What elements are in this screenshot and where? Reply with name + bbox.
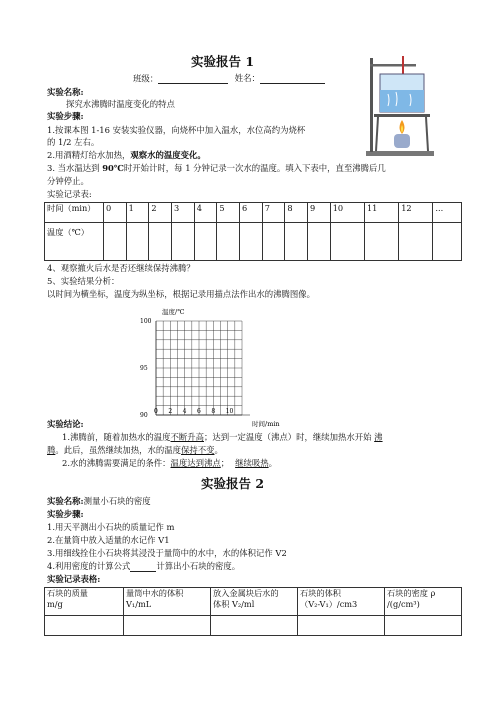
class-label: 班级： [133, 73, 159, 84]
conclusion-1b [47, 446, 223, 456]
time-col: 4 [194, 203, 217, 223]
c2a: 2.水的沸腾需要满足的条件： [62, 458, 171, 468]
col-mass-a: 石块的质量 [47, 588, 88, 598]
c1g: 保持不变 [181, 445, 215, 455]
col-v1-a: 量筒中水的体积 [126, 588, 184, 598]
col-volume-b: （V₂-V₁）/cm3 [300, 599, 358, 609]
time-col: 0 [104, 203, 127, 223]
time-col: 2 [149, 203, 172, 223]
conclusion-1 [62, 433, 383, 443]
col-v1 [124, 588, 211, 616]
exp-name-label: 实验名称: [47, 87, 84, 97]
col-v1-b: V₁/mL [126, 599, 152, 609]
col-density-a: 石块的密度 ρ [387, 588, 436, 598]
formula-blank[interactable] [130, 563, 156, 572]
temp-cell[interactable] [330, 223, 364, 261]
step-2b: 观察水的温度变化。 [130, 150, 206, 160]
time-col: 7 [262, 203, 285, 223]
x-axis-label: 时间/min [252, 420, 280, 428]
temp-cell[interactable] [172, 223, 195, 261]
c2e: 。 [268, 458, 277, 468]
x-tick-label: 10 [225, 408, 234, 415]
step-4: 4、观察撤火后水是否还继续保持沸腾？ [47, 263, 195, 273]
report2-title: 实验报告 2 [201, 476, 265, 491]
step2-3: 3.用细线拴住小石块将其浸没于量筒中的水中，水的体积记作 V2 [47, 548, 287, 558]
step2-1: 1.用天平测出小石块的质量记作 m [47, 522, 175, 532]
step-5: 5、实验结果分析： [47, 276, 120, 286]
x-tick-label: 0 [154, 408, 158, 415]
c2b: 温度达到沸点 [170, 458, 221, 468]
report1-title: 实验报告 1 [191, 54, 255, 69]
c1e: 腾 [47, 445, 56, 455]
temp-cell[interactable] [217, 223, 240, 261]
step-3 [47, 164, 386, 174]
mass-cell[interactable] [45, 616, 124, 636]
x-tick-label: 4 [182, 408, 187, 415]
x-tick-label: 8 [211, 408, 216, 415]
v2-cell[interactable] [211, 616, 298, 636]
steps2-label: 实验步骤: [47, 509, 84, 519]
table-label-2: 实验记录表格: [47, 574, 101, 584]
col-volume-a: 石块的体积 [300, 588, 341, 598]
temp-header: 温度（℃） [45, 223, 104, 261]
col-v2-a: 放入金属块后水的 [213, 588, 279, 598]
step-2a: 2.用酒精灯给水加热， [47, 150, 131, 160]
c2d: 继续吸热 [235, 458, 269, 468]
boiling-graph [120, 305, 290, 435]
analysis-text: 以时间为横坐标，温度为纵坐标，根据记录用描点法作出水的沸腾图像。 [47, 289, 315, 299]
time-col: 8 [285, 203, 308, 223]
c1h: 。 [214, 445, 223, 455]
x-tick-label: 2 [168, 408, 173, 415]
c1b: 不断升高 [170, 432, 204, 442]
boiling-apparatus-image [360, 54, 440, 159]
exp2-name-label: 实验名称: [47, 496, 84, 506]
v1-cell[interactable] [124, 616, 211, 636]
conclusion-label: 实验结论: [47, 419, 84, 429]
temp-cell[interactable] [194, 223, 217, 261]
temp-cell[interactable] [364, 223, 398, 261]
col-v2 [211, 588, 298, 616]
exp2-name-value: 测量小石块的密度 [83, 496, 151, 506]
class-input[interactable] [158, 74, 228, 84]
step2-2: 2.在量筒中放入适量的水记作 V1 [47, 535, 170, 545]
time-col: 3 [172, 203, 195, 223]
density-cell[interactable] [385, 616, 462, 636]
class-field [133, 74, 325, 84]
c1d: 沸 [374, 432, 383, 442]
step2-4 [47, 562, 240, 572]
col-v2-b: 体积 V₂/ml [213, 599, 255, 609]
time-col: ... [433, 203, 462, 223]
c1c: ；达到一定温度（沸点）时，继续加热水开始 [204, 432, 372, 442]
step2-4b: 计算出小石块的密度。 [156, 561, 241, 571]
record-table-2 [44, 587, 462, 636]
temp-cell[interactable] [149, 223, 172, 261]
y-tick-label: 100 [140, 318, 152, 325]
temp-cell[interactable] [126, 223, 149, 261]
step2-4a: 4.利用密度的计算公式 [47, 561, 131, 571]
col-mass [45, 588, 124, 616]
step-1a: 1.按课本图 1-16 安装实验仪器，向烧杯中加入温水，水位高约为烧杯 [47, 125, 306, 135]
temp-cell[interactable] [104, 223, 127, 261]
conclusion-2 [62, 459, 277, 469]
step-3d: 分钟停止。 [47, 176, 89, 186]
x-tick-label: 6 [197, 408, 201, 415]
record-table-1 [44, 202, 462, 261]
time-col: 1 [126, 203, 149, 223]
col-density-b: /(g/cm³) [387, 599, 420, 609]
col-volume [298, 588, 385, 616]
time-col: 5 [217, 203, 240, 223]
temp-cell[interactable] [399, 223, 433, 261]
y-tick-label: 95 [140, 365, 148, 372]
time-col: 11 [364, 203, 398, 223]
c1a: 1.沸腾前，随着加热水的温度 [62, 432, 171, 442]
temp-cell[interactable] [285, 223, 308, 261]
y-tick-label: 90 [140, 412, 148, 419]
exp-name: 探究水沸腾时温度变化的特点 [66, 99, 175, 109]
y-axis-label: 温度/℃ [162, 308, 185, 316]
step-1b: 的 1/2 左右。 [47, 137, 100, 147]
step-3a: 3. 当水温达到 [47, 163, 103, 173]
time-col: 9 [308, 203, 331, 223]
step-2 [47, 151, 206, 161]
col-mass-b: m/g [47, 599, 63, 609]
c1f: 。此后，虽然继续加热，水的温度 [55, 445, 181, 455]
name-input[interactable] [260, 74, 325, 84]
name-label: 姓名： [234, 73, 260, 84]
exp2-name [47, 497, 151, 507]
time-header: 时间（min） [45, 203, 104, 223]
table-label-1: 实验记录表: [47, 189, 92, 199]
time-col: 6 [240, 203, 263, 223]
steps-label: 实验步骤: [47, 111, 84, 121]
c2c: ； [220, 458, 230, 468]
temp-cell[interactable] [433, 223, 462, 261]
time-col: 10 [330, 203, 364, 223]
col-density [385, 588, 462, 616]
time-col: 12 [399, 203, 433, 223]
step-3c: 时开始计时，每 1 分钟记录一次水的温度。填入下表中，直至沸腾后几 [123, 163, 386, 173]
temp-cell[interactable] [308, 223, 331, 261]
step-3b: 90℃ [102, 163, 124, 173]
temp-cell[interactable] [262, 223, 285, 261]
temp-cell[interactable] [240, 223, 263, 261]
volume-cell[interactable] [298, 616, 385, 636]
